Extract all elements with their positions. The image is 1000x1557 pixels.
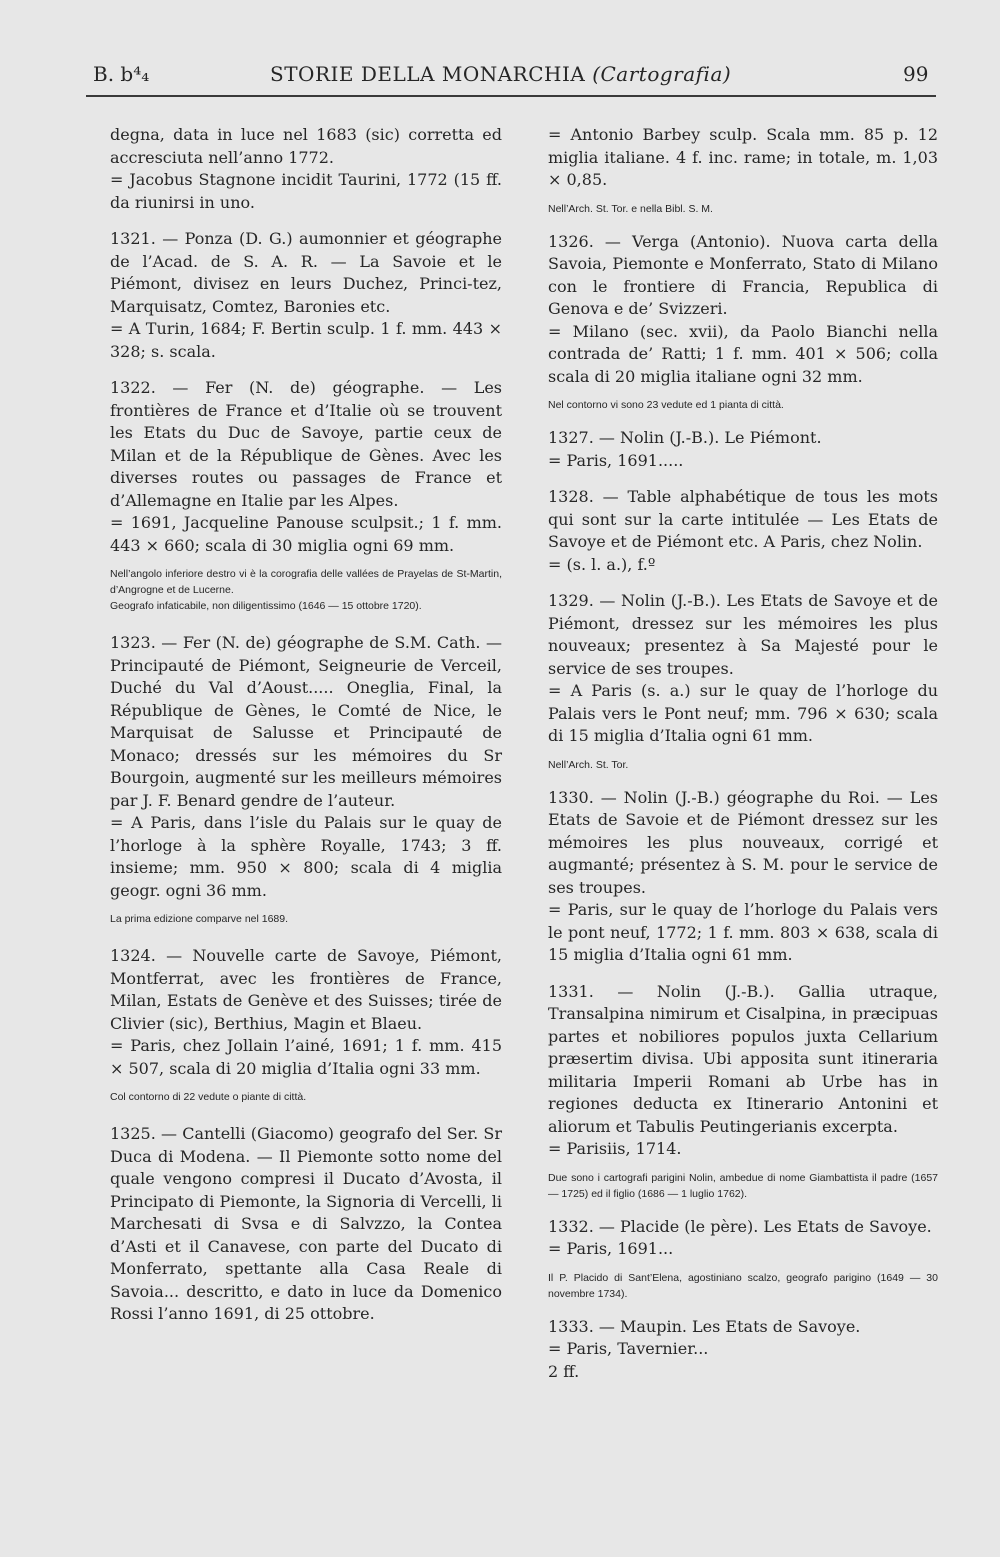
spacer xyxy=(110,614,502,632)
spacer xyxy=(548,773,938,787)
entry-note: Col contorno di 22 vedute o piante di città. xyxy=(110,1091,307,1103)
entry-paragraph: 2 ff. xyxy=(548,1361,580,1381)
entry-paragraph: = Paris, 1691... xyxy=(548,1239,674,1258)
spacer xyxy=(548,1302,938,1316)
spacer xyxy=(548,1161,938,1170)
running-header xyxy=(0,62,1000,96)
spacer xyxy=(548,1202,938,1216)
spacer xyxy=(110,363,502,377)
entry-note: Nell’Arch. St. Tor. e nella Bibl. S. M. xyxy=(548,202,713,215)
entry-paragraph: = Jacobus Stagnone incidit Taurini, 1772 (15 ff. da riunirsi in uno. xyxy=(110,170,502,212)
entry-paragraph: 1328. — Table alphabétique de tous les mots qui sont sur la carte intitulée — Les Etats de Savoye et de Piémont etc. A Paris, chez Nolin. xyxy=(548,487,938,551)
entry-note: Nell’angolo inferiore destro vi è la corografia delle vallées de Prayelas de St-Martin, d’Angrogne et de Lucerne. xyxy=(110,568,502,596)
entry-paragraph: 1330. — Nolin (J.-B.) géographe du Roi. — Les Etats de Savoie et de Piémont dressez sur les mémoires les plus nouveaux, corrigé et augmanté; présentez à S. M. pour le service de ses troupes. xyxy=(548,787,938,897)
entry-note: Nel contorno vi sono 23 vedute ed 1 pianta di città. xyxy=(548,399,784,411)
spacer xyxy=(548,217,938,231)
entry-paragraph: = 1691, Jacqueline Panouse sculpsit.; 1 f. mm. 443 × 660; scala di 30 miglia ogni 69 mm. xyxy=(110,513,502,555)
entry-paragraph: 1323. — Fer (N. de) géographe de S.M. Cath. — Principauté de Piémont, Seigneurie de Verceil, Duché du Val d’Aoust..... Oneglia, Final, la République de Gènes, le Comté de Nice, le Marquisat de Salusse et Principauté de Monaco; dressés sur les mémoires du Sr Bourgoin, augmenté sur les meilleurs mémoires par J. F. Benard gendre de l’auteur. xyxy=(110,633,502,810)
spacer xyxy=(110,557,502,566)
spacer xyxy=(110,927,502,945)
entry-note: Geografo infaticabile, non diligentissimo (1646 — 15 ottobre 1720). xyxy=(110,600,422,612)
spacer xyxy=(110,902,502,911)
entry-paragraph: degna, data in luce nel 1683 (sic) corretta ed accresciuta nell’anno 1772. xyxy=(110,125,502,167)
entry-note: La prima edizione comparve nel 1689. xyxy=(110,913,289,925)
entry-paragraph: 1325. — Cantelli (Giacomo) geografo del Ser. Sr Duca di Modena. — Il Piemonte sotto nome del quale vengono compresi il Ducato d’Avosta, il Principato di Piemonte, la Signoria di Vercelli, li Marchesati di Svsa e di Salvzzo, la Contea d’Asti et il Canavese, con parte del Ducato di Monferrato, spettante alla Casa Reale di Savoia... descritto, e dato in luce da Domenico Rossi l’anno 1691, di 25 ottobre. xyxy=(110,1124,502,1323)
entry-paragraph: = Milano (sec. xvii), da Paolo Bianchi nella contrada de’ Ratti; 1 f. mm. 401 × 506; colla scala di 20 miglia italiane ogni 32 mm. xyxy=(548,321,938,386)
entry-paragraph: = Paris, 1691..... xyxy=(548,450,684,470)
entry-paragraph: = A Turin, 1684; F. Bertin sculp. 1 f. mm. 443 × 328; s. scala. xyxy=(110,319,502,361)
page-number: 99 xyxy=(903,62,929,86)
entry-paragraph: = Paris, chez Jollain l’ainé, 1691; 1 f. mm. 415 × 507, scala di 20 miglia d’Italia ogni 33 mm. xyxy=(110,1036,502,1078)
right-column xyxy=(548,124,938,1383)
spacer xyxy=(548,192,938,201)
running-title-subject: (Cartografia) xyxy=(592,62,732,86)
spacer xyxy=(110,1105,502,1123)
left-column xyxy=(110,124,502,1326)
entry-paragraph: 1321. — Ponza (D. G.) aumonnier et géographe de l’Acad. de S. A. R. — La Savoie et le Piémont, divisez en leurs Duchez, Princi‑tez, Marquisatz, Comtez, Baronies etc. xyxy=(110,229,502,316)
spacer xyxy=(548,388,938,397)
header-rule xyxy=(86,95,936,97)
running-title xyxy=(270,62,731,86)
entry-paragraph: = Paris, sur le quay de l’horloge du Palais vers le pont neuf, 1772; 1 f. mm. 803 × 638, scala di 15 miglia d’Italia ogni 61 mm. xyxy=(548,900,938,964)
entry-paragraph: 1326. — Verga (Antonio). Nuova carta della Savoia, Piemonte e Monferrato, Stato di Milano con le frontiere di Francia, Republica di Genova e de’ Svizzeri. xyxy=(548,231,938,318)
entry-paragraph: 1331. — Nolin (J.-B.). Gallia utraque, Transalpina nimirum et Cisalpina, in præcipuas partes et nobiliores populos juxta Cellarium præsertim divisa. Ubi apposita sunt itineraria militaria Imperii Romani ab Urbe has in regiones deducta ex Itinerario Antonini et aliorum et Tabulis Peutingerianis excerpta. xyxy=(548,981,938,1136)
entry-paragraph: 1327. — Nolin (J.-B.). Le Piémont. xyxy=(548,428,822,447)
entry-paragraph: = A Paris, dans l’isle du Palais sur le quay de l’horloge à la sphère Royalle, 1743; 3 ff. insieme; mm. 950 × 800; scala di 4 miglia geogr. ogni 36 mm. xyxy=(110,813,502,900)
entry-paragraph: = Paris, Tavernier... xyxy=(548,1339,709,1358)
entry-paragraph: 1324. — Nouvelle carte de Savoye, Piémont, Montferrat, avec les frontières de France, Milan, Estats de Genève et des Suisses; tirée de Clivier (sic), Berthius, Magin et Blaeu. xyxy=(110,946,502,1033)
spacer xyxy=(548,576,938,590)
running-title-main: STORIE DELLA MONARCHIA xyxy=(270,62,586,86)
entry-note: Il P. Placido di Sant’Elena, agostiniano scalzo, geografo parigino (1649 — 30 novembre 1734). xyxy=(548,1271,938,1300)
entry-paragraph: = Antonio Barbey sculp. Scala mm. 85 p. 12 miglia italiane. 4 f. inc. rame; in totale, m. 1,03 × 0,85. xyxy=(548,125,938,189)
spacer xyxy=(548,413,938,427)
spacer xyxy=(110,214,502,228)
spacer xyxy=(548,967,938,981)
signature-mark: B. b⁴₄ xyxy=(93,62,150,86)
entry-note: Nell’Arch. St. Tor. xyxy=(548,758,629,771)
spacer xyxy=(548,1261,938,1270)
spacer xyxy=(548,472,938,486)
entry-paragraph: 1332. — Placide (le père). Les Etats de Savoye. xyxy=(548,1216,932,1236)
spacer xyxy=(548,748,938,757)
entry-note: Due sono i cartografi parigini Nolin, ambedue di nome Giambattista il padre (1657 — 1725) ed il figlio (1686 — 1 luglio 1762). xyxy=(548,1171,938,1200)
entry-paragraph: 1333. — Maupin. Les Etats de Savoye. xyxy=(548,1316,861,1336)
entry-paragraph: 1322. — Fer (N. de) géographe. — Les frontières de France et d’Italie où se trouvent les Etats du Duc de Savoye, partie ceux de Milan et de la République de Gènes. Avec les diverses routes ou passages de France et d’Allemagne en Italie par les Alpes. xyxy=(110,378,502,510)
entry-paragraph: 1329. — Nolin (J.-B.). Les Etats de Savoye et de Piémont, dressez sur les mémoires les plus nouveaux; presentez à Sa Majesté pour le service de ses troupes. xyxy=(548,591,938,678)
spacer xyxy=(110,1080,502,1089)
entry-paragraph: = A Paris (s. a.) sur le quay de l’horloge du Palais vers le Pont neuf; mm. 796 × 630; scala di 15 miglia d’Italia ogni 61 mm. xyxy=(548,681,938,745)
entry-paragraph: = Parisiis, 1714. xyxy=(548,1139,682,1158)
entry-paragraph: = (s. l. a.), f.º xyxy=(548,554,656,574)
